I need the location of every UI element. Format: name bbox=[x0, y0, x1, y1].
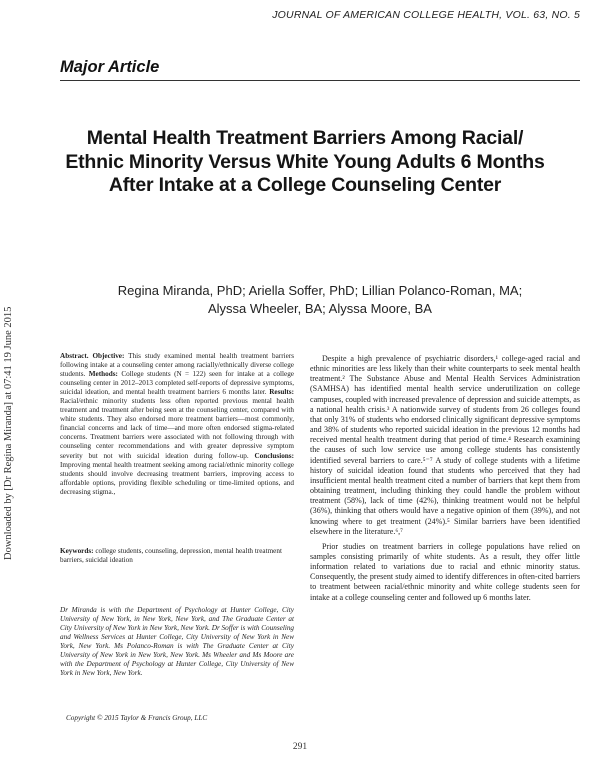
abstract-text: Improving mental health treatment seeking among racial/ethnic minority college students should involve decreasing treatment barriers, improving access to affordable options, providing flexible scheduling or time-limited options, and decreasing stigma., bbox=[60, 460, 294, 496]
body-text bbox=[310, 354, 580, 608]
journal-header: JOURNAL OF AMERICAN COLLEGE HEALTH, VOL. 63, NO. 5 bbox=[272, 9, 580, 21]
author-line: Regina Miranda, PhD; Ariella Soffer, PhD; Lillian Polanco-Roman, MA; bbox=[117, 283, 523, 298]
keywords-label: Keywords: bbox=[60, 547, 94, 555]
copyright: Copyright © 2015 Taylor & Francis Group, LLC bbox=[66, 714, 208, 722]
abstract-heading: Abstract. bbox=[60, 352, 89, 360]
abstract-text: Racial/ethnic minority students less often reported previous mental health treatment and treatment after being seen at the counseling center, compared with white students. They also endorsed more treatment barriers—most commonly, financial concerns and lack of time—and more often endorsed stigma-related concerns. Treatment barriers were associated with not following through with counseling center recommendations and with greater depressive symptom severity but not with suicidal ideation during follow-up. bbox=[60, 397, 294, 460]
section-divider bbox=[60, 80, 580, 81]
section-label: Major Article bbox=[60, 58, 160, 76]
author-list bbox=[60, 282, 580, 318]
body-paragraph: Prior studies on treatment barriers in college populations have relied on samples consisting primarily of white students. As a result, they offer little information related to variations due to racial and ethnic minority status. Consequently, the present study aimed to identify differences in often-cited barriers to treatment between racial/ethnic minority and white college students seen for intake at a college counseling center and followed up 6 months later. bbox=[310, 541, 580, 602]
article-title: Mental Health Treatment Barriers Among Racial/ Ethnic Minority Versus White Young Adults 6 Months After Intake at a College Counseling Center bbox=[65, 127, 545, 196]
download-note-text: Downloaded by [Dr Regina Miranda] at 07:41 19 June 2015 bbox=[3, 306, 14, 560]
abstract-text: College students (N = 122) seen for intake at a college counseling center in 2012–2013 completed self-reports of depressive symptoms, suicidal ideation, and mental health treatment barriers 6 months later. bbox=[60, 370, 294, 397]
download-watermark bbox=[3, 270, 15, 560]
abstract-label: Conclusions: bbox=[254, 451, 294, 460]
abstract bbox=[60, 352, 294, 497]
author-affiliations bbox=[60, 606, 294, 678]
keywords bbox=[60, 547, 294, 565]
abstract-label: Results: bbox=[269, 388, 294, 397]
abstract-label: Objective: bbox=[92, 352, 125, 360]
affiliation-text: Dr Miranda is with the Department of Psychology at Hunter College, City University of New York, in New York, New York, and The Graduate Center at City University of New York in New York, New York. Dr Soffer is with Counseling and Wellness Services at Hunter College, City University of New York in New York, New York. Ms Polanco-Roman is with The Graduate Center at City University of New York in New York, New York. Ms Wheeler and Ms Moore are with the Department of Psychology at Hunter College, City University of New York in New York, New York. bbox=[60, 606, 295, 678]
page-number: 291 bbox=[292, 742, 308, 752]
author-line: Alyssa Wheeler, BA; Alyssa Moore, BA bbox=[208, 301, 432, 316]
abstract-label: Methods: bbox=[88, 370, 118, 379]
abstract-text: This study examined mental health treatment barriers following intake at a counseling center among racially/ethnically diverse college students. bbox=[60, 352, 295, 379]
keywords-text: college students, counseling, depression, mental health treatment barriers, suicidal ideation bbox=[60, 547, 282, 565]
body-paragraph: Despite a high prevalence of psychiatric disorders,¹ college-aged racial and ethnic minorities are less likely than their white counterparts to seek mental health treatment.² The Substance Abuse and Mental Health Services Administration (SAMHSA) has identified mental health service underutilization on college campuses, coupled with increased prevalence of depression and suicide attempts, as a national health crisis.³ A nationwide survey of students from 26 colleges found that only 31% of students who endorsed clinically significant depressive symptoms and 38% of students who reported suicidal ideation in the previous 12 months had received mental health treatment during that period of time.⁴ Research examining the causes of such low service use among college students has consistently identified several barriers to care.⁵⁻⁷ A study of college students with a lifetime history of suicidal ideation found that students who perceived that they had insufficient mental health treatment cited a number of barriers that kept them from obtaining treatment, including thinking they could handle the problem without treatment (58%), lack of time (42%), thinking treatment would not be helpful (36%), thinking that others would have a negative opinion of them (39%), and not knowing where to get treatment (24%).⁵ Similar barriers have been identified elsewhere in the literature.⁶,⁷ bbox=[310, 354, 580, 536]
